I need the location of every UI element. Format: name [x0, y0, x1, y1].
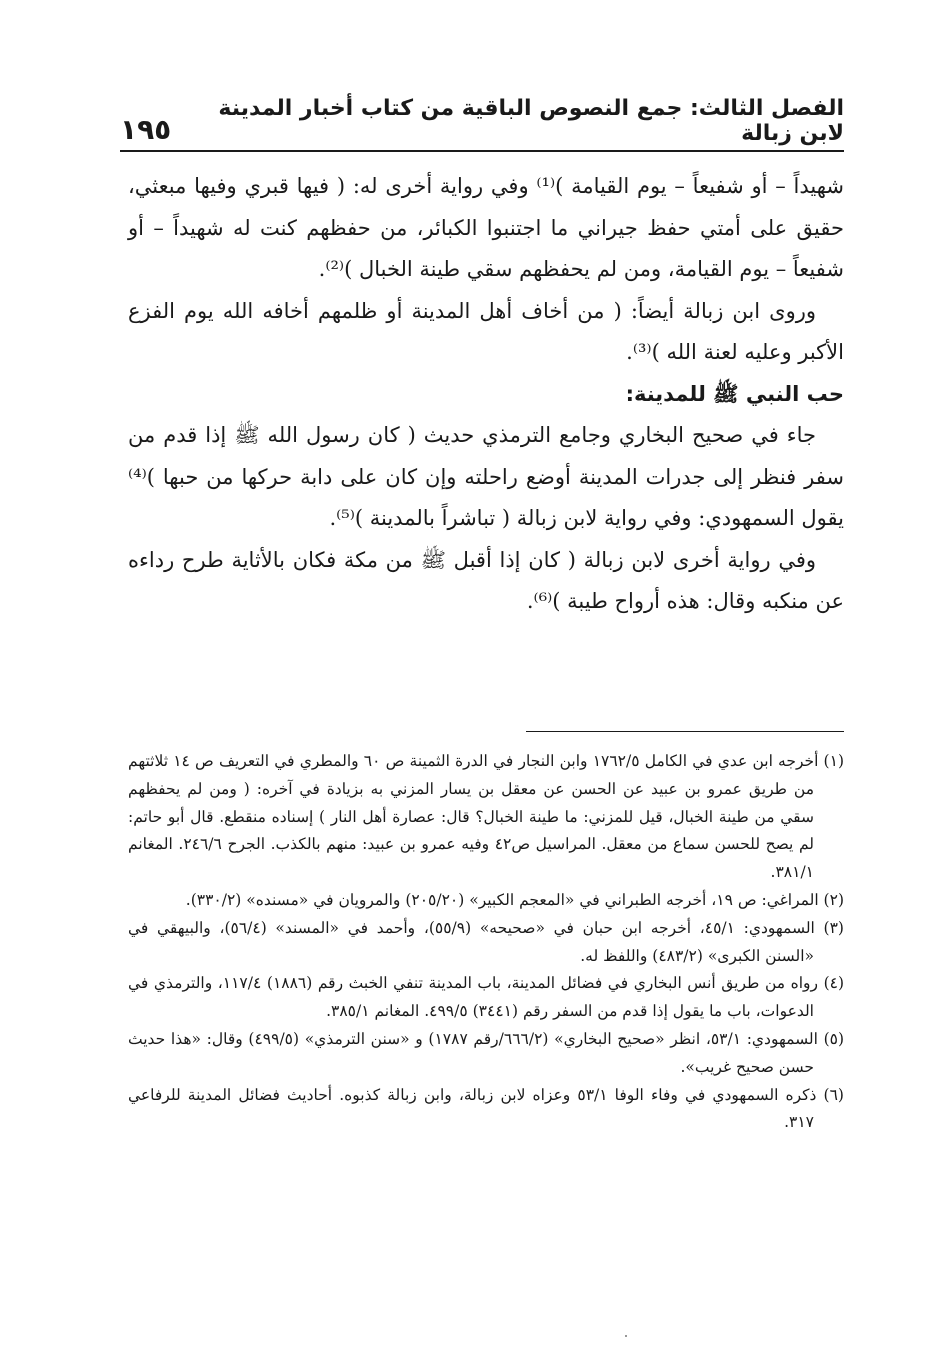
main-text [128, 166, 844, 623]
footnote-4: (٤) رواه من طريق أنس البخاري في فضائل المدينة، باب المدينة تنفي الخبث رقم (١٨٨٦) ١١٧/٤، والترمذي في الدعوات، باب ما يقول إذا قدم من السفر رقم (٣٤٤١) ٤٩٩/٥. المغانم ٣٨٥/١. [128, 974, 845, 1021]
footnote-6: (٦) ذكره السمهودي في وفاء الوفا ٥٣/١ وعزاه لابن زبالة، وابن زبالة كذبوه. أحاديث فضائل المدينة للرفاعي ٣١٧. [128, 1085, 844, 1132]
paragraph-1: شهيداً – أو شفيعاً – يوم القيامة )⁽¹⁾ وفي رواية أخرى له: ( فيها قبري وفيها مبعثي، حقيق على أمتي حفظ جيراني ما اجتنبوا الكبائر، من حفظهم كنت له شهيداً – أو شفيعاً – يوم القيامة، ومن لم يحفظهم سقي طينة الخبال )⁽²⁾. [128, 174, 845, 281]
scan-speck [625, 1335, 627, 1337]
footnote-5: (٥) السمهودي: ٥٣/١، انظر «صحيح البخاري» (٦٦٦/٢/رقم ١٧٨٧) و «سنن الترمذي» (٤٩٩/٥) وقال: «هذا حديث حسن صحيح غريب». [128, 1029, 845, 1076]
footnote-1: (١) أخرجه ابن عدي في الكامل ١٧٦٢/٥ وابن النجار في الدرة الثمينة ص ٦٠ والمطري في التعريف ص ١٤ ثلاثتهم من طريق عمرو بن عبيد عن الحسن عن معقل بن يسار المزني به بزيادة في آخره: ( ومن لم يحفظهم سقي من طينة الخبال، قيل للمزني: ما طينة الخبال؟ قال: عصارة أهل النار ) إسناده منقطع. قال أبو حاتم: لم يصح للحسن سماع من معقل. المراسيل ص٤٢ وفيه عمرو بن عبيد: منهم بالكذب. الجرح ٢٤٦/٦. المغانم ٣٨١/١. [128, 752, 844, 882]
section-heading: حب النبي ﷺ للمدينة: [625, 381, 844, 406]
paragraph-4: وفي رواية أخرى لابن زبالة ( كان إذا أقبل ﷺ من مكة فكان بالأثاية طرح رداءه عن منكبه وقال: هذه أرواح طيبة )⁽⁶⁾. [128, 547, 844, 613]
running-title: الفصل الثالث: جمع النصوص الباقية من كتاب أخبار المدينة لابن زبالة [218, 96, 844, 146]
page-number: ١٩٥ [120, 113, 172, 146]
footnote-3: (٣) السمهودي: ٤٥/١، أخرجه ابن حبان في «صحيحه» (٥٥/٩)، وأحمد في «المسند» (٥٦/٤)، والبيهقي في «السنن الكبرى» (٤٨٣/٢) واللفظ له. [128, 918, 844, 965]
paragraph-2: وروى ابن زبالة أيضاً: ( من أخاف أهل المدينة أو ظلمهم أخافه الله يوم الفزع الأكبر وعليه لعنة الله )⁽³⁾. [128, 298, 844, 364]
header-divider [120, 150, 844, 152]
page-header [120, 96, 844, 146]
footnotes [128, 748, 844, 1137]
paragraph-3: جاء في صحيح البخاري وجامع الترمذي حديث ( كان رسول الله ﷺ إذا قدم من سفر فنظر إلى جدرات المدينة أوضع راحلته وإن كان على دابة حركها من حبها )⁽⁴⁾ يقول السمهودي: وفي رواية لابن زبالة ( تباشراً بالمدينة )⁽⁵⁾. [128, 423, 844, 530]
footnote-2: (٢) المراغي: ص ١٩، أخرجه الطبراني في «المعجم الكبير» (٢٠٥/٢٠) والمرويان في «مسنده» (٣٣٠/٢). [185, 890, 844, 909]
footnote-divider [526, 731, 844, 732]
